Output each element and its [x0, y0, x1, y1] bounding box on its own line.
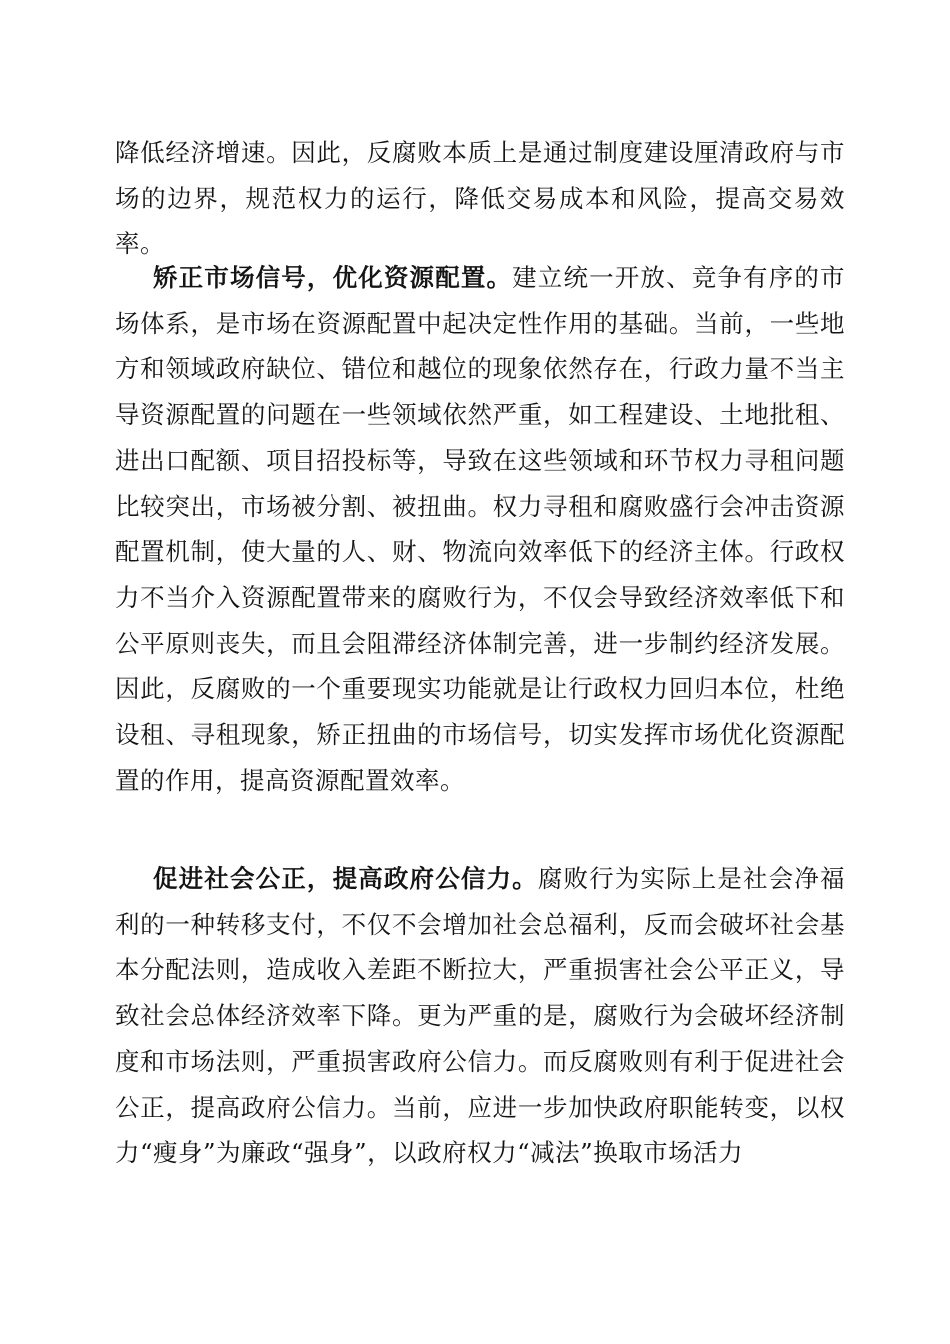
paragraph-3-heading: 促进社会公正，提高政府公信力。 [153, 864, 538, 893]
paragraph-2-heading: 矫正市场信号，优化资源配置。 [153, 263, 513, 292]
paragraph-social-fairness [115, 856, 845, 1176]
paragraph-continuation [115, 130, 845, 267]
paragraph-market-signals [115, 255, 845, 803]
paragraph-2-text: 建立统一开放、竞争有序的市场体系，是市场在资源配置中起决定性作用的基础。当前，一些地方和领域政府缺位、错位和越位的现象依然存在，行政力量不当主导资源配置的问题在一些领域依然严重，如工程建设、土地批租、进出口配额、项目招投标等，导致在这些领域和环节权力寻租问题比较突出，市场被分割、被扭曲。权力寻租和腐败盛行会冲击资源配置机制，使大量的人、财、物流向效率低下的经济主体。行政权力不当介入资源配置带来的腐败行为，不仅会导致经济效率低下和公平原则丧失，而且会阻滞经济体制完善，进一步制约经济发展。因此，反腐败的一个重要现实功能就是让行政权力回归本位，杜绝设租、寻租现象，矫正扭曲的市场信号，切实发挥市场优化资源配置的作用，提高资源配置效率。 [115, 263, 846, 795]
paragraph-1-text: 降低经济增速。因此，反腐败本质上是通过制度建设厘清政府与市场的边界，规范权力的运行，降低交易成本和风险，提高交易效率。 [115, 138, 845, 259]
paragraph-3-text: 腐败行为实际上是社会净福利的一种转移支付，不仅不会增加社会总福利，反而会破坏社会基本分配法则，造成收入差距不断拉大，严重损害社会公平正义，导致社会总体经济效率下降。更为严重的是，腐败行为会破坏经济制度和市场法则，严重损害政府公信力。而反腐败则有利于促进社会公正，提高政府公信力。当前，应进一步加快政府职能转变，以权力“瘦身”为廉政“强身”，以政府权力“减法”换取市场活力 [115, 864, 846, 1168]
